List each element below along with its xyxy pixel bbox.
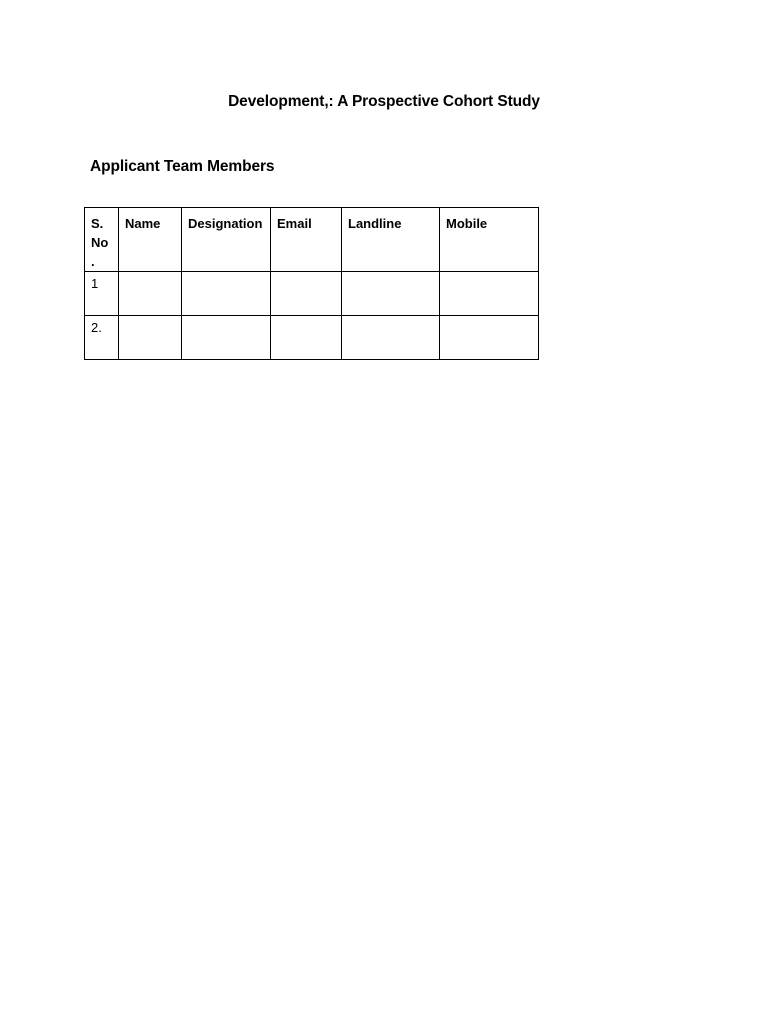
header-name: Name <box>119 208 182 272</box>
cell-mobile <box>440 272 539 316</box>
header-sno: S. No . <box>85 208 119 272</box>
applicant-team-table <box>84 207 539 360</box>
table-header-row <box>85 208 539 272</box>
cell-landline <box>342 272 440 316</box>
cell-designation <box>182 316 271 360</box>
cell-designation <box>182 272 271 316</box>
header-landline: Landline <box>342 208 440 272</box>
header-email: Email <box>271 208 342 272</box>
header-mobile: Mobile <box>440 208 539 272</box>
document-title <box>0 93 768 111</box>
cell-mobile <box>440 316 539 360</box>
cell-name <box>119 316 182 360</box>
header-designation: Designation <box>182 208 271 272</box>
table-row <box>85 316 539 360</box>
cell-email <box>271 316 342 360</box>
cell-landline <box>342 316 440 360</box>
cell-email <box>271 272 342 316</box>
cell-sno: 1 <box>85 272 119 316</box>
cell-sno: 2. <box>85 316 119 360</box>
table-row <box>85 272 539 316</box>
section-heading: Applicant Team Members <box>90 158 275 175</box>
document-title-text: Development,: A Prospective Cohort Study <box>228 93 540 110</box>
cell-name <box>119 272 182 316</box>
